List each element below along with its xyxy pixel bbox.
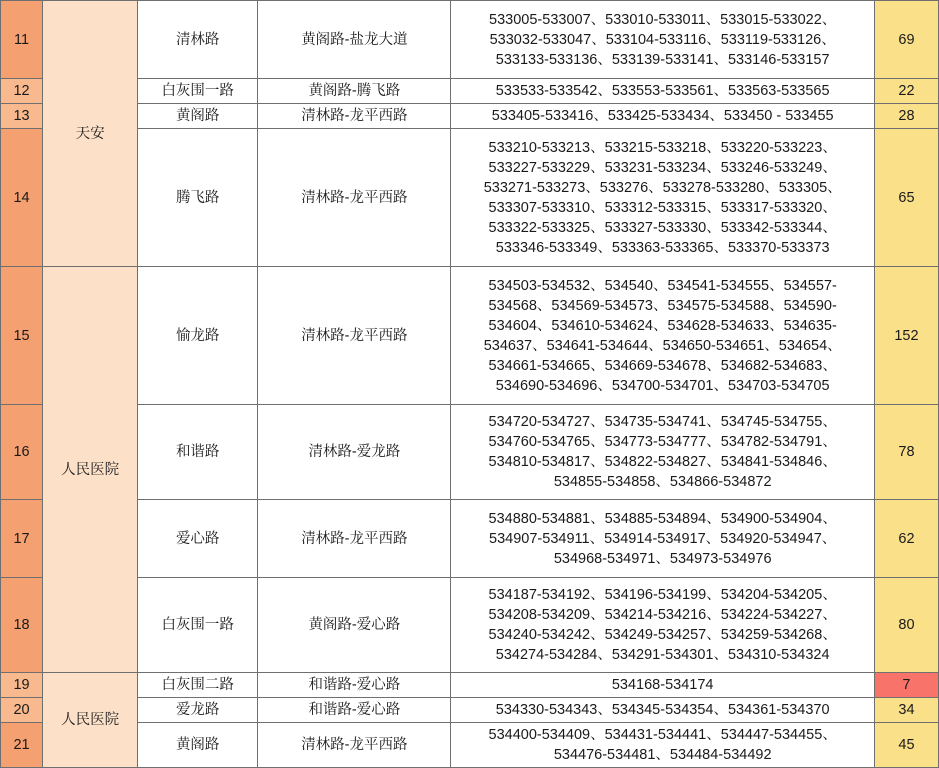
row-index-cell: 11 bbox=[1, 1, 43, 79]
row-index-cell: 21 bbox=[1, 723, 43, 768]
table-row bbox=[1, 405, 939, 500]
number-ranges-line: 534637、534641-534644、534650-534651、534654、 bbox=[483, 337, 842, 354]
number-ranges-line: 534855-534858、534866-534872 bbox=[553, 474, 772, 490]
number-ranges-line: 534208-534209、534214-534216、534224-534227、 bbox=[488, 607, 837, 623]
table-row bbox=[1, 267, 939, 405]
number-ranges-line: 534240-534242、534249-534257、534259-534268、 bbox=[488, 627, 837, 643]
road-cell: 白灰围一路 bbox=[138, 79, 258, 104]
count-cell: 65 bbox=[874, 129, 938, 267]
number-ranges-line: 534810-534817、534822-534827、534841-534846、 bbox=[488, 454, 837, 470]
road-cell: 爱龙路 bbox=[138, 698, 258, 723]
number-ranges-cell bbox=[451, 578, 874, 673]
row-index-cell: 19 bbox=[1, 673, 43, 698]
area-cell: 天安 bbox=[43, 1, 138, 267]
number-ranges-line: 534168-534174 bbox=[611, 677, 714, 693]
road-cell: 腾飞路 bbox=[138, 129, 258, 267]
road-cell: 黄阁路 bbox=[138, 104, 258, 129]
count-cell: 22 bbox=[874, 79, 938, 104]
number-ranges-line: 534503-534532、534540、534541-534555、534557- bbox=[488, 277, 837, 294]
road-cell: 愉龙路 bbox=[138, 267, 258, 405]
row-index-cell: 17 bbox=[1, 500, 43, 578]
road-range-cell: 和谐路-爱心路 bbox=[258, 698, 451, 723]
road-range-cell: 黄阁路-腾飞路 bbox=[258, 79, 451, 104]
number-ranges-line: 534274-534284、534291-534301、534310-534324 bbox=[495, 647, 830, 663]
count-cell: 69 bbox=[874, 1, 938, 79]
road-range-cell: 清林路-爱龙路 bbox=[258, 405, 451, 500]
table-row bbox=[1, 578, 939, 673]
row-index-cell: 14 bbox=[1, 129, 43, 267]
number-ranges-line: 534400-534409、534431-534441、534447-534455、 bbox=[488, 727, 837, 743]
table-row bbox=[1, 500, 939, 578]
road-range-cell: 清林路-龙平西路 bbox=[258, 267, 451, 405]
area-cell: 人民医院 bbox=[43, 673, 138, 768]
number-ranges-line: 534690-534696、534700-534701、534703-534705 bbox=[495, 377, 830, 394]
number-ranges-cell bbox=[451, 267, 874, 405]
number-ranges-cell bbox=[451, 698, 874, 723]
road-range-cell: 清林路-龙平西路 bbox=[258, 104, 451, 129]
number-ranges-line: 533210-533213、533215-533218、533220-533223、 bbox=[488, 139, 837, 156]
table-row bbox=[1, 673, 939, 698]
number-ranges-line: 534330-534343、534345-534354、534361-534370 bbox=[495, 702, 830, 718]
count-cell: 80 bbox=[874, 578, 938, 673]
number-ranges-line: 534720-534727、534735-534741、534745-534755、 bbox=[488, 414, 837, 430]
table-row bbox=[1, 104, 939, 129]
table-row bbox=[1, 79, 939, 104]
row-index-cell: 20 bbox=[1, 698, 43, 723]
number-ranges-line: 534476-534481、534484-534492 bbox=[553, 747, 772, 763]
road-cell: 和谐路 bbox=[138, 405, 258, 500]
count-cell: 28 bbox=[874, 104, 938, 129]
road-cell: 黄阁路 bbox=[138, 723, 258, 768]
number-ranges-cell bbox=[451, 1, 874, 79]
number-ranges-line: 533133-533136、533139-533141、533146-533157 bbox=[495, 51, 830, 68]
road-range-cell: 清林路-龙平西路 bbox=[258, 723, 451, 768]
number-ranges-cell bbox=[451, 405, 874, 500]
row-index-cell: 12 bbox=[1, 79, 43, 104]
road-range-cell: 黄阁路-盐龙大道 bbox=[258, 1, 451, 79]
table-row bbox=[1, 129, 939, 267]
road-range-cell: 清林路-龙平西路 bbox=[258, 129, 451, 267]
number-ranges-line: 533307-533310、533312-533315、533317-533320、 bbox=[488, 199, 837, 216]
count-cell: 7 bbox=[874, 673, 938, 698]
road-cell: 爱心路 bbox=[138, 500, 258, 578]
road-cell: 白灰围一路 bbox=[138, 578, 258, 673]
number-ranges-cell bbox=[451, 79, 874, 104]
number-ranges-line: 533227-533229、533231-533234、533246-533249、 bbox=[488, 159, 837, 176]
count-cell: 34 bbox=[874, 698, 938, 723]
number-ranges-cell bbox=[451, 104, 874, 129]
row-index-cell: 15 bbox=[1, 267, 43, 405]
count-cell: 45 bbox=[874, 723, 938, 768]
number-ranges-line: 533322-533325、533327-533330、533342-533344、 bbox=[488, 219, 837, 236]
road-range-cell: 清林路-龙平西路 bbox=[258, 500, 451, 578]
number-ranges-cell bbox=[451, 500, 874, 578]
road-range-cell: 黄阁路-爱心路 bbox=[258, 578, 451, 673]
number-ranges-line: 533032-533047、533104-533116、533119-533126、 bbox=[489, 31, 836, 48]
number-ranges-cell bbox=[451, 129, 874, 267]
number-ranges-line: 534187-534192、534196-534199、534204-534205、 bbox=[488, 587, 837, 603]
count-cell: 62 bbox=[874, 500, 938, 578]
number-ranges-line: 534604、534610-534624、534628-534633、534635- bbox=[488, 317, 837, 334]
row-index-cell: 13 bbox=[1, 104, 43, 129]
number-ranges-cell bbox=[451, 723, 874, 768]
number-ranges-line: 534568、534569-534573、534575-534588、534590- bbox=[488, 297, 837, 314]
number-ranges-line: 533005-533007、533010-533011、533015-533022、 bbox=[489, 11, 837, 28]
count-cell: 152 bbox=[874, 267, 938, 405]
number-ranges-line: 534907-534911、534914-534917、534920-534947、 bbox=[489, 530, 837, 547]
table-row bbox=[1, 723, 939, 768]
number-ranges-line: 534880-534881、534885-534894、534900-534904、 bbox=[488, 510, 837, 527]
row-index-cell: 16 bbox=[1, 405, 43, 500]
row-index-cell: 18 bbox=[1, 578, 43, 673]
table-row bbox=[1, 1, 939, 79]
number-ranges-line: 533533-533542、533553-533561、533563-533565 bbox=[495, 83, 830, 99]
number-ranges-line: 533271-533273、533276、533278-533280、533305、 bbox=[483, 179, 842, 196]
number-ranges-line: 534968-534971、534973-534976 bbox=[553, 550, 772, 567]
number-ranges-line: 533405-533416、533425-533434、533450 - 533455 bbox=[491, 108, 834, 124]
road-cell: 清林路 bbox=[138, 1, 258, 79]
number-ranges-cell bbox=[451, 673, 874, 698]
road-cell: 白灰围二路 bbox=[138, 673, 258, 698]
table-row bbox=[1, 698, 939, 723]
road-range-cell: 和谐路-爱心路 bbox=[258, 673, 451, 698]
area-cell: 人民医院 bbox=[43, 267, 138, 673]
number-ranges-line: 533346-533349、533363-533365、533370-533373 bbox=[495, 239, 830, 256]
number-ranges-line: 534760-534765、534773-534777、534782-534791、 bbox=[488, 434, 837, 450]
number-ranges-line: 534661-534665、534669-534678、534682-534683、 bbox=[488, 357, 837, 374]
count-cell: 78 bbox=[874, 405, 938, 500]
table-body bbox=[1, 1, 939, 768]
